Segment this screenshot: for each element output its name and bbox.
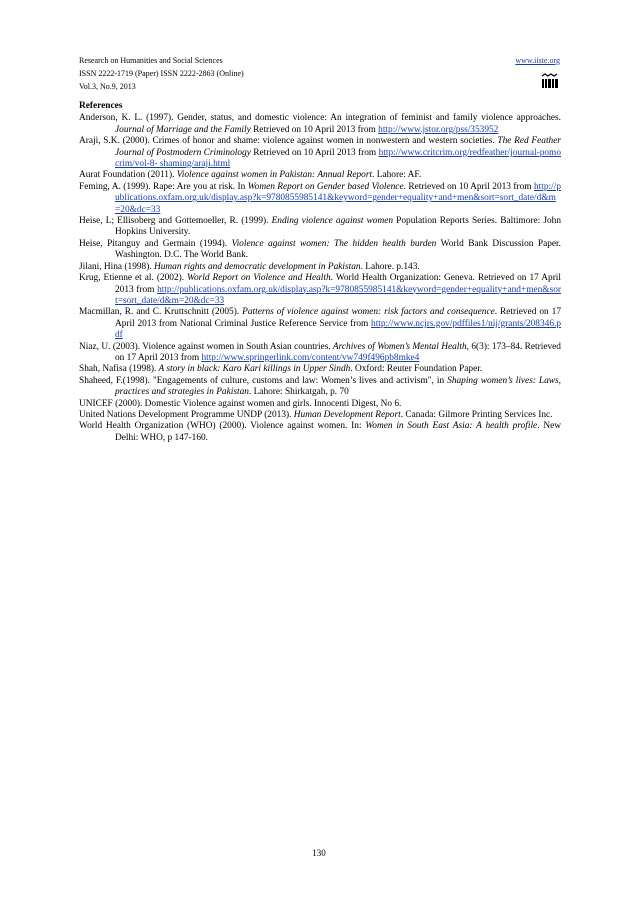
reference-source-title: Shaping women’s lives: Laws, practices and strategies in Pakistan — [115, 375, 561, 398]
reference-link[interactable]: http://www.ncjrs.gov/pdffiles1/nij/grants/208346.pdf — [115, 318, 561, 341]
reference-source-title: Human rights and democratic development in Pakistan — [151, 261, 361, 272]
journal-name: Research on Humanities and Social Sciences — [79, 56, 223, 65]
reference-entry — [79, 410, 561, 421]
reference-entry — [79, 170, 561, 181]
reference-text: Anderson, K. L. (1997). Gender, status, and domestic violence: An integration of feminist and family violence approaches. — [79, 113, 561, 124]
reference-entry — [79, 262, 561, 273]
reference-text: , 6(3): 173–84. Retrieved on 17 April 2013 from — [115, 341, 561, 363]
reference-entry — [79, 239, 561, 262]
reference-text: UNICEF (2000). Domestic Violence against women and girls. Innocenti Digest, No 6. — [79, 398, 402, 409]
reference-text: . Retrieved on 17 April 2013 from National Criminal Justice Reference Service from — [115, 307, 561, 329]
reference-source-title: Archives of Women’s Mental Health — [330, 341, 467, 352]
reference-text: Retrieved on 10 April 2013 from — [250, 147, 379, 158]
reference-text: . Lahore. p.143. — [360, 261, 420, 272]
reference-link[interactable]: http://www.critcrim.org/redfeather/journal-pomocrim/vol-8- shaming/araji.html — [115, 147, 561, 170]
reference-entry — [79, 364, 561, 375]
reference-entry — [79, 113, 561, 136]
reference-source-title: Journal of Marriage and the Family — [115, 124, 251, 135]
references-heading: References — [79, 101, 123, 111]
page-number: 130 — [312, 848, 326, 858]
volume-info: Vol.3, No.9, 2013 — [79, 82, 136, 91]
reference-text: Feming, A. (1999). Rape: Are you at risk. In — [79, 181, 246, 192]
reference-source-title: Women Report on Gender based Violence — [245, 181, 404, 192]
reference-source-title: Women in South East Asia: A health profile — [361, 421, 538, 432]
reference-source-title: World Report on Violence and Health — [184, 273, 331, 284]
reference-text: . Lahore: AF. — [372, 170, 422, 181]
reference-entry — [79, 421, 561, 444]
reference-text: Shah, Nafisa (1998). — [79, 364, 157, 375]
reference-link[interactable]: http://www.springerlink.com/content/vw749f496pb8mke4 — [201, 352, 420, 363]
reference-entry — [79, 216, 561, 239]
reference-text: Shaheed, F.(1998). "Engagements of culture, customs and law: Women’s lives and activism", in — [79, 375, 445, 386]
journal-url-link[interactable]: www.iiste.org — [515, 56, 560, 65]
reference-entry — [79, 307, 561, 341]
reference-text: Heise, L; Ellisoberg and Gottemoeller, R. (1999). — [79, 216, 269, 227]
reference-text: . Lahore: Shirkatgah, p. 70 — [248, 387, 349, 398]
reference-text: Aurat Foundation (2011). — [79, 170, 175, 181]
reference-text: Niaz, U. (2003). Violence against women in South Asian countries. — [79, 341, 331, 352]
reference-entry — [79, 273, 561, 307]
reference-text: Araji, S.K. (2000). Crimes of honor and shame: violence against women in nonwestern and western societies. — [79, 136, 495, 147]
reference-link[interactable]: http://publications.oxfam.org.uk/display.asp?k=9780855985141&keyword=gender+equality+and+men&sort=sort_date/d&m=20&dc=33 — [115, 181, 561, 215]
reference-source-title: The Red Feather Journal of Postmodern Criminology — [115, 136, 561, 158]
reference-entry — [79, 342, 561, 365]
page-header — [79, 54, 560, 93]
reference-text: Retrieved on 10 April 2013 from — [250, 124, 379, 135]
reference-source-title: Violence against women in Pakistan: Annual Report — [174, 170, 373, 181]
reference-text: United Nations Development Programme UNDP (2013). — [79, 409, 292, 420]
reference-link[interactable]: http://publications.oxfam.org.uk/display.asp?k=9780855985141&keyword=gender+equality+and+men&sort=sort_date/d&m=20&dc=33 — [115, 284, 561, 306]
reference-text: . Canada: Gilmore Printing Services Inc. — [400, 409, 553, 420]
reference-text: . World Health Organization: Geneva. Retrieved on 17 April 2013 from — [115, 273, 561, 295]
reference-link[interactable]: http://www.jstor.org/pss/353952 — [378, 124, 499, 135]
reference-text: Krug, Etienne et al. (2002). — [79, 273, 185, 284]
issn: ISSN 2222-1719 (Paper) ISSN 2222-2863 (Online) — [79, 69, 244, 78]
reference-text: Jilani, Hina (1998). — [79, 261, 152, 272]
reference-text: . Oxford: Reuter Foundation Paper. — [350, 364, 483, 375]
references-section — [79, 101, 561, 444]
reference-text: Heise, Pitanguy and Germain (1994). — [79, 238, 228, 249]
iiste-logo — [540, 73, 560, 90]
reference-source-title: Human Development Report — [291, 409, 401, 420]
reference-entry — [79, 376, 561, 399]
reference-text: . Retrieved on 10 April 2013 from — [403, 181, 534, 192]
reference-source-title: Patterns of violence against women: risk factors and consequence — [239, 307, 495, 318]
reference-entry — [79, 136, 561, 170]
reference-text: World Bank Discussion Paper. Washington. D.C. The World Bank. — [115, 238, 561, 261]
reference-source-title: Violence against women: The hidden health burden — [227, 238, 437, 249]
reference-text: Population Reports Series. Baltimore: John Hopkins University. — [115, 216, 561, 238]
reference-source-title: Ending violence against women — [268, 216, 394, 227]
reference-text: . New Delhi: WHO, p 147-160. — [115, 421, 561, 443]
reference-list — [79, 113, 561, 444]
reference-text: Macmillan, R. and C. Kruttschnitt (2005). — [79, 307, 240, 318]
reference-text: World Health Organization (WHO) (2000). Violence against women. In: — [79, 421, 362, 432]
reference-source-title: A story in black: Karo Kari killings in Upper Sindh — [156, 364, 351, 375]
reference-entry — [79, 399, 561, 410]
reference-entry — [79, 182, 561, 216]
